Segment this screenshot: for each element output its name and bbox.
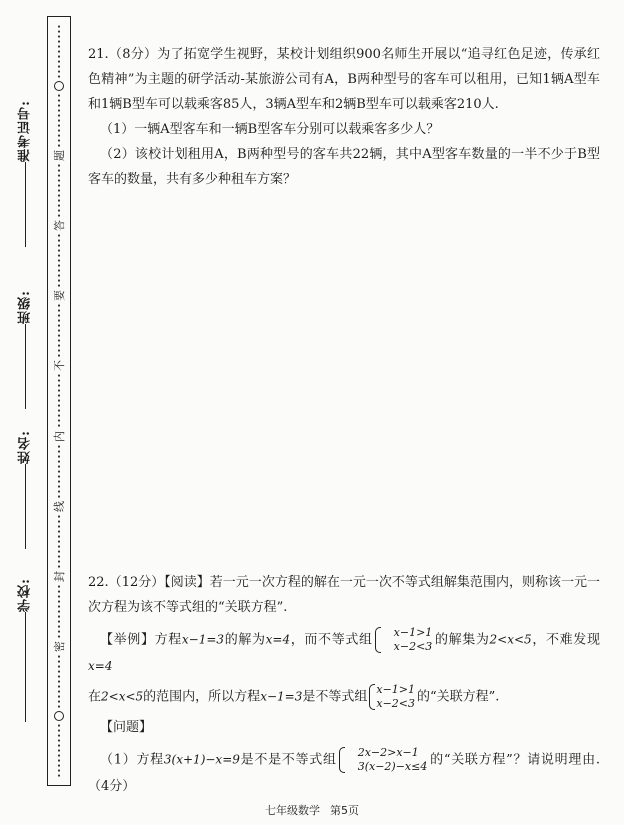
name-label: 姓名: [18, 430, 33, 464]
question-22-example [88, 626, 600, 679]
name-field[interactable] [16, 430, 35, 555]
seal-char: 封 [52, 570, 66, 582]
example-text: 在 [88, 689, 102, 705]
class-field[interactable] [16, 290, 35, 415]
example-solution: x=4 [88, 659, 113, 673]
dotted-line [58, 93, 60, 148]
dotted-line [58, 163, 60, 218]
seal-line [47, 16, 71, 786]
dotted-line [58, 24, 60, 79]
school-underline [25, 612, 26, 722]
school-field[interactable] [16, 578, 35, 728]
dotted-line [58, 584, 60, 639]
seal-char: 线 [52, 500, 66, 512]
circle-mark [54, 711, 64, 721]
example-text: 的解为 [224, 632, 266, 648]
solution-range: 2<x<5 [101, 689, 144, 704]
dotted-line [58, 373, 60, 428]
inequality-line: 3(x−2)−x≤4 [357, 760, 428, 773]
example-equation: x−1=3 [181, 632, 225, 647]
inequality-line: x−1>1 [393, 626, 433, 639]
seal-char: 要 [52, 290, 66, 302]
problem-text: 是不是不等式组 [239, 752, 337, 768]
seal-char: 答 [52, 220, 66, 232]
dotted-line [58, 303, 60, 358]
inequality-system-3 [339, 746, 428, 774]
problem-text: （1）方程 [100, 752, 164, 768]
footer-subject: 七年级数学 [265, 804, 320, 817]
example-text: 的范围内，所以方程 [143, 689, 261, 705]
question-21-stem: 21.（8分）为了拓宽学生视野，某校计划组织900名师生开展以“追寻红色足迹，传承红色精神”为主题的研学活动-某旅游公司有A，B两种型号的客车可以租用，已知1辆A型车和1辆B型车可以载乘客85人，3辆A型车和2辆B型车可以载乘客210人. [88, 47, 600, 112]
question-21 [88, 42, 600, 192]
seal-char: 不 [52, 360, 66, 372]
question-22-part-1 [88, 746, 600, 799]
class-underline [25, 324, 26, 409]
example-text: 的“关联方程”. [417, 689, 500, 705]
question-21-part-1: （1）一辆A型客车和一辆B型客车分别可以载乘客多少人？ [100, 122, 440, 137]
circle-mark [54, 81, 64, 91]
seal-char: 内 [52, 430, 66, 442]
dotted-line [58, 514, 60, 569]
question-21-part-2: （2）该校计划租用A，B两种型号的客车共22辆，其中A型客车数量的一半不少于B型客车的数量，共有多少种租车方案？ [88, 147, 600, 187]
example-text: ，不难发现 [531, 632, 600, 648]
dotted-line [58, 654, 60, 709]
seal-char: 密 [52, 640, 66, 652]
exam-id-underline [25, 162, 26, 247]
binding-margin [0, 0, 80, 825]
inequality-line: x−1>1 [376, 683, 415, 696]
dotted-line [58, 723, 60, 778]
question-22 [88, 570, 600, 799]
dotted-line [58, 444, 60, 499]
problem-equation: 3(x+1)−x=9 [163, 752, 240, 767]
problem-title: 【问题】 [100, 720, 153, 735]
dotted-line [58, 233, 60, 288]
page-footer [0, 802, 624, 818]
inequality-line: x−2<3 [376, 697, 415, 710]
question-22-example-cont [88, 683, 600, 711]
class-label: 班级: [18, 290, 33, 324]
inequality-system-2 [369, 683, 415, 711]
name-underline [25, 464, 26, 549]
problem-text: 的“关联方程”？请说明理由.（4分） [88, 752, 600, 794]
question-22-stem: 22.（12分）【阅读】若一元一次方程的解在一元一次不等式组解集范围内，则称该一元一次方程为该不等式组的“关联方程”. [88, 575, 600, 615]
solution-range: 2<x<5 [489, 632, 532, 647]
exam-id-field[interactable] [16, 100, 35, 253]
example-text: 的解集为 [434, 632, 490, 648]
inequality-line: x−2<3 [393, 640, 433, 653]
inequality-system-1 [375, 626, 433, 654]
example-equation: x−1=3 [260, 689, 303, 704]
school-label: 学校: [18, 578, 33, 612]
example-text: 是不等式组 [302, 689, 368, 705]
seal-char: 题 [52, 150, 66, 162]
example-solution: x=4 [265, 632, 291, 647]
footer-page-number: 第5页 [330, 804, 359, 817]
exam-id-label: 准考证号: [18, 100, 33, 162]
inequality-line: 2x−2>x−1 [357, 746, 419, 759]
example-label: 【举例】方程 [100, 632, 182, 648]
example-text: ，而不等式组 [290, 632, 373, 648]
